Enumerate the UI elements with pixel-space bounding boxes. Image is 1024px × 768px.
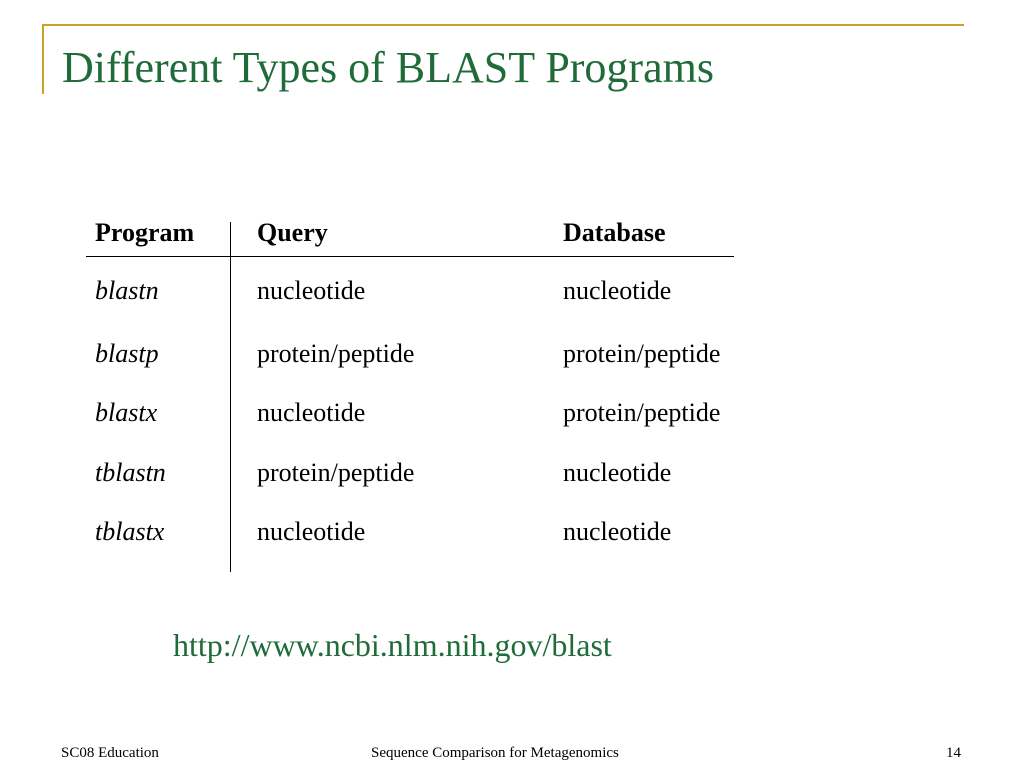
table-column-divider [230, 222, 231, 572]
table-header-divider [86, 256, 734, 257]
database-cell: nucleotide [563, 276, 672, 305]
database-cell: protein/peptide [563, 398, 721, 427]
column-header-program: Program [95, 218, 195, 247]
program-cell: blastx [95, 398, 158, 427]
footer-course-label: SC08 Education [61, 745, 159, 761]
query-cell: nucleotide [257, 398, 366, 427]
database-cell: nucleotide [563, 517, 672, 546]
program-cell: tblastn [95, 458, 166, 487]
database-cell: nucleotide [563, 458, 672, 487]
slide-title: Different Types of BLAST Programs [62, 43, 714, 92]
query-cell: protein/peptide [257, 339, 415, 368]
column-header-database: Database [563, 218, 666, 247]
footer-presentation-title: Sequence Comparison for Metagenomics [371, 745, 619, 761]
query-cell: nucleotide [257, 517, 366, 546]
column-header-query: Query [257, 218, 328, 247]
database-cell: protein/peptide [563, 339, 721, 368]
ncbi-blast-link[interactable]: http://www.ncbi.nlm.nih.gov/blast [173, 627, 612, 663]
query-cell: protein/peptide [257, 458, 415, 487]
footer-page-number: 14 [946, 745, 961, 761]
program-cell: blastn [95, 276, 159, 305]
program-cell: blastp [95, 339, 159, 368]
program-cell: tblastx [95, 517, 165, 546]
query-cell: nucleotide [257, 276, 366, 305]
